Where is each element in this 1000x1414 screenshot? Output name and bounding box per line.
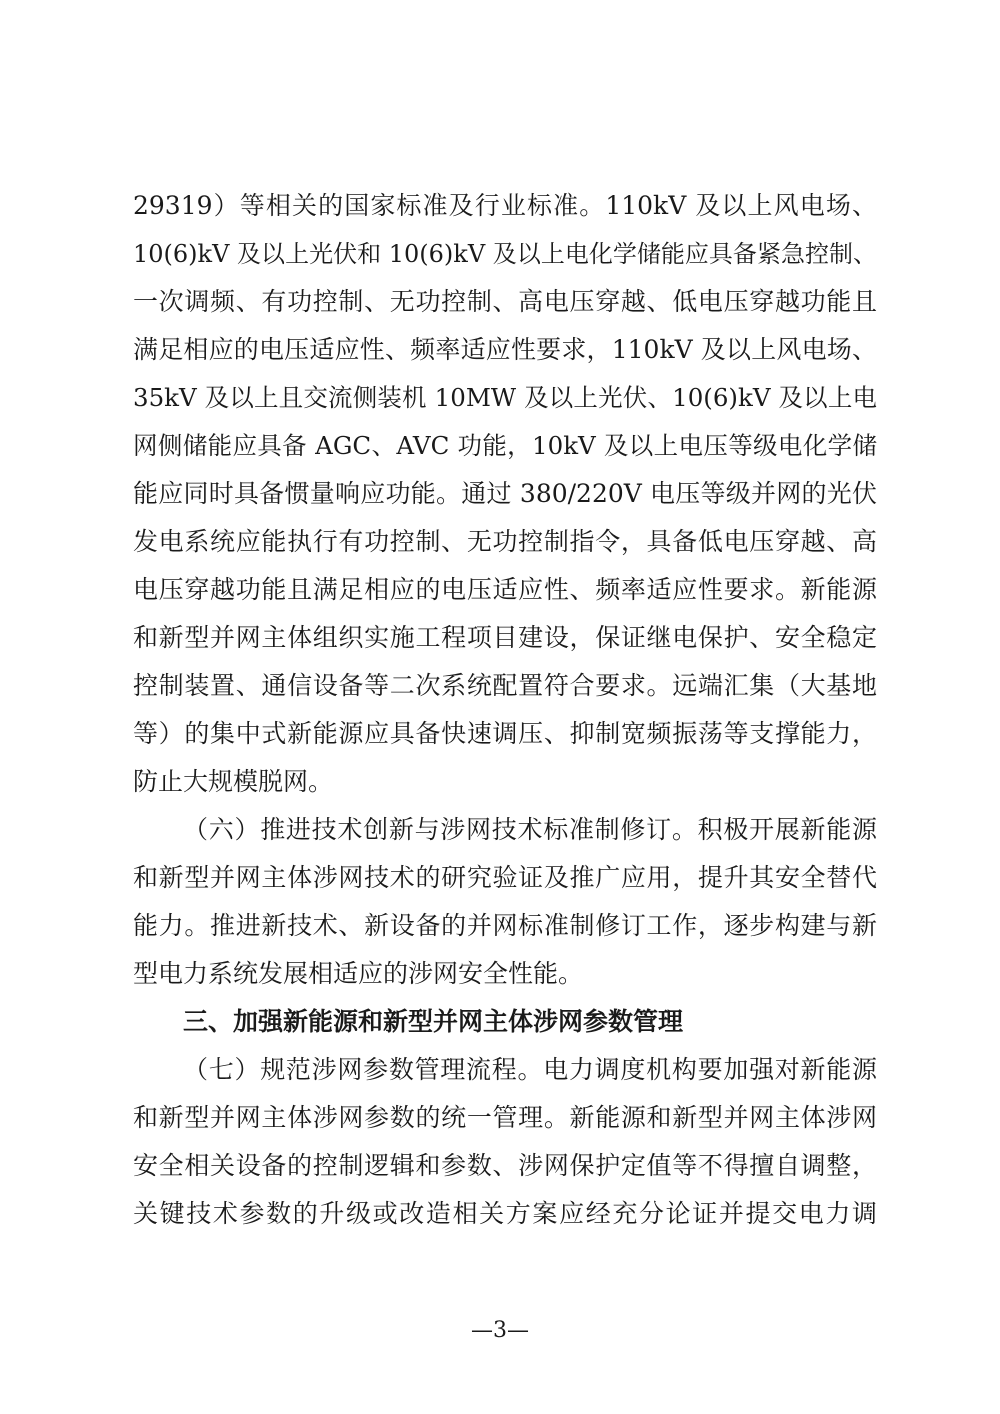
- paragraph-6-line-2: 和新型并网主体涉网技术的研究验证及推广应用，提升其安全替代: [133, 863, 877, 892]
- paragraph-7-line-1: （七）规范涉网参数管理流程。电力调度机构要加强对新能源: [183, 1055, 877, 1084]
- body-line-9: 电压穿越功能且满足相应的电压适应性、频率适应性要求。新能源: [133, 575, 877, 604]
- body-line-1: 29319）等相关的国家标准及行业标准。110kV 及以上风电场、: [133, 191, 877, 220]
- body-line-2: 10(6)kV 及以上光伏和 10(6)kV 及以上电化学储能应具备紧急控制、: [133, 240, 877, 268]
- paragraph-6-line-4: 型电力系统发展相适应的涉网安全性能。: [133, 959, 584, 988]
- body-line-12: 等）的集中式新能源应具备快速调压、抑制宽频振荡等支撑能力，: [133, 719, 877, 748]
- body-line-13: 防止大规模脱网。: [133, 767, 334, 796]
- paragraph-6-line-3: 能力。推进新技术、新设备的并网标准制修订工作，逐步构建与新: [133, 911, 877, 940]
- page-number: —3—: [471, 1318, 529, 1343]
- body-line-10: 和新型并网主体组织实施工程项目建设，保证继电保护、安全稳定: [133, 623, 877, 652]
- body-line-4: 满足相应的电压适应性、频率适应性要求，110kV 及以上风电场、: [133, 335, 877, 364]
- paragraph-7-line-4: 关键技术参数的升级或改造相关方案应经充分论证并提交电力调: [133, 1199, 877, 1228]
- body-line-5: 35kV 及以上且交流侧装机 10MW 及以上光伏、10(6)kV 及以上电: [133, 383, 877, 412]
- paragraph-7-line-2: 和新型并网主体涉网参数的统一管理。新能源和新型并网主体涉网: [133, 1103, 877, 1132]
- body-line-3: 一次调频、有功控制、无功控制、高电压穿越、低电压穿越功能且: [133, 287, 877, 316]
- section-heading: 三、加强新能源和新型并网主体涉网参数管理: [183, 1007, 684, 1036]
- paragraph-7-line-3: 安全相关设备的控制逻辑和参数、涉网保护定值等不得擅自调整，: [133, 1151, 877, 1180]
- body-line-6: 网侧储能应具备 AGC、AVC 功能，10kV 及以上电压等级电化学储: [133, 431, 877, 460]
- paragraph-6-line-1: （六）推进技术创新与涉网技术标准制修订。积极开展新能源: [183, 815, 877, 844]
- body-line-7: 能应同时具备惯量响应功能。通过 380/220V 电压等级并网的光伏: [133, 479, 877, 508]
- body-line-8: 发电系统应能执行有功控制、无功控制指令，具备低电压穿越、高: [133, 527, 877, 556]
- body-line-11: 控制装置、通信设备等二次系统配置符合要求。远端汇集（大基地: [133, 671, 877, 700]
